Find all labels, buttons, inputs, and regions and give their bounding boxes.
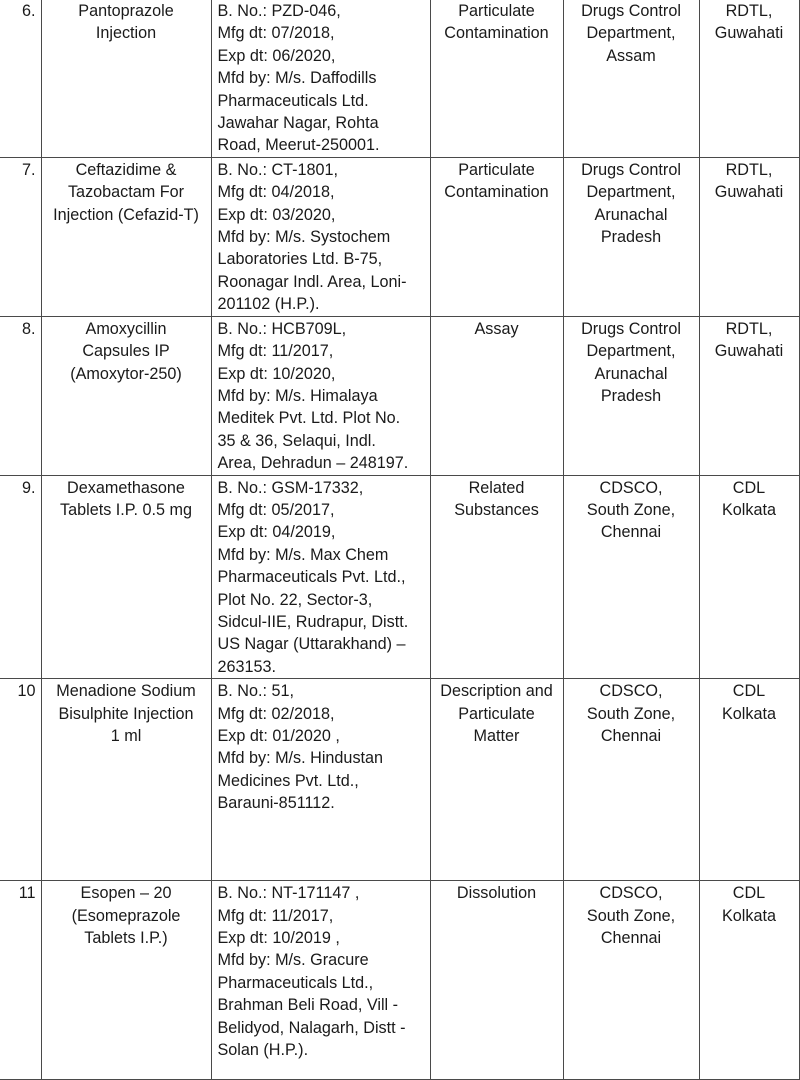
serial-number-cell: [0, 316, 41, 475]
serial-number: 7.: [21, 160, 36, 179]
tested-by-line: Kolkata: [722, 704, 776, 723]
table-row: [0, 0, 799, 157]
batch-details-line: B. No.: GSM-17332,: [217, 478, 364, 497]
failure-reason-line: Particulate: [458, 160, 535, 179]
batch-details-line: Belidyod, Nalagarh, Distt -: [217, 1018, 406, 1037]
batch-details-line: 35 & 36, Selaqui, Indl.: [217, 431, 376, 450]
batch-details-line: Brahman Beli Road, Vill -: [217, 996, 399, 1015]
drawn-by-line: Department,: [586, 183, 676, 202]
batch-details-line: 201102 (H.P.).: [217, 295, 320, 314]
batch-details-line: Laboratories Ltd. B-75,: [217, 250, 383, 269]
drug-name-cell: [41, 881, 211, 1080]
tested-by-cell: [699, 679, 799, 881]
batch-details-line: Mfd by: M/s. Hindustan: [217, 749, 384, 768]
batch-details-line: B. No.: NT-171147 ,: [217, 884, 360, 903]
drawn-by-line: Arunachal: [594, 205, 668, 224]
drug-name-line: Tablets I.P. 0.5 mg: [60, 500, 192, 519]
failure-reason-cell: [430, 157, 563, 316]
drawn-by-line: Department,: [586, 342, 676, 361]
batch-details-line: B. No.: 51,: [217, 682, 294, 701]
batch-details-cell: [211, 0, 430, 157]
batch-details-line: Plot No. 22, Sector-3,: [217, 590, 373, 609]
batch-details-cell: [211, 881, 430, 1080]
drawn-by-line: CDSCO,: [599, 478, 663, 497]
drawn-by-line: Drugs Control: [581, 2, 681, 20]
drug-name-cell: [41, 0, 211, 157]
drawn-by-line: Assam: [606, 46, 656, 65]
batch-details-line: Exp dt: 03/2020,: [217, 205, 336, 224]
tested-by-line: CDL: [732, 478, 766, 497]
serial-number: 9.: [21, 478, 36, 497]
tested-by-line: CDL: [732, 884, 766, 903]
table-row: [0, 316, 799, 475]
drawn-by-line: South Zone,: [586, 500, 676, 519]
batch-details-line: Exp dt: 10/2019 ,: [217, 929, 340, 947]
tested-by-cell: [699, 881, 799, 1080]
drug-name-line: Capsules IP: [82, 342, 170, 361]
failure-reason-line: Particulate: [458, 704, 535, 723]
batch-details-line: Roonagar Indl. Area, Loni-: [217, 272, 407, 291]
drug-name-cell: [41, 316, 211, 475]
drawn-by-cell: [563, 475, 699, 679]
failure-reason-cell: [430, 316, 563, 475]
tested-by-cell: [699, 0, 799, 157]
table-row: [0, 881, 799, 1080]
tested-by-line: Kolkata: [722, 906, 776, 925]
batch-details-cell: [211, 679, 430, 881]
batch-details-line: B. No.: HCB709L,: [217, 319, 347, 338]
serial-number: 11: [18, 884, 36, 903]
failure-reason-cell: [430, 881, 563, 1080]
drug-name-cell: [41, 475, 211, 679]
batch-details-line: Medicines Pvt. Ltd.,: [217, 771, 359, 790]
batch-details-line: Mfg dt: 11/2017,: [217, 342, 334, 361]
drawn-by-line: Chennai: [600, 523, 662, 542]
drug-name-line: Injection: [95, 24, 157, 43]
drawn-by-cell: [563, 0, 699, 157]
batch-details-line: Solan (H.P.).: [217, 1041, 309, 1060]
batch-details-line: Mfd by: M/s. Max Chem: [217, 545, 389, 564]
drug-name-line: (Esomeprazole: [71, 906, 181, 925]
failure-reason-line: Contamination: [444, 24, 549, 43]
drawn-by-cell: [563, 316, 699, 475]
failure-reason-line: Description and: [440, 682, 553, 701]
drug-name-line: (Amoxytor-250): [70, 364, 182, 383]
drug-name-line: Injection (Cefazid-T): [53, 205, 199, 224]
batch-details-line: Mfg dt: 04/2018,: [217, 183, 335, 202]
batch-details-line: Exp dt: 01/2020 ,: [217, 727, 340, 745]
drug-name-line: Ceftazidime &: [75, 160, 177, 179]
failure-reason-cell: [430, 475, 563, 679]
drug-name-line: 1 ml: [110, 727, 142, 745]
tested-by-line: Guwahati: [714, 183, 784, 202]
drawn-by-line: CDSCO,: [599, 682, 663, 701]
drawn-by-line: Drugs Control: [581, 160, 681, 179]
tested-by-cell: [699, 475, 799, 679]
drawn-by-line: CDSCO,: [599, 884, 663, 903]
serial-number-cell: [0, 881, 41, 1080]
serial-number-cell: [0, 157, 41, 316]
batch-details-line: Mfd by: M/s. Daffodills: [217, 69, 377, 88]
batch-details-line: Exp dt: 04/2019,: [217, 523, 336, 542]
failure-reason-line: Particulate: [458, 2, 535, 20]
tested-by-cell: [699, 157, 799, 316]
failure-reason-line: Contamination: [444, 183, 549, 202]
serial-number-cell: [0, 475, 41, 679]
drawn-by-line: Chennai: [600, 929, 662, 947]
failure-reason-line: Substances: [454, 500, 539, 519]
batch-details-cell: [211, 157, 430, 316]
batch-details-line: Area, Dehradun – 248197.: [217, 454, 409, 473]
batch-details-line: B. No.: CT-1801,: [217, 160, 339, 179]
batch-details-line: Mfg dt: 07/2018,: [217, 24, 335, 43]
table-row: [0, 679, 799, 881]
failure-reason-line: Assay: [474, 319, 519, 338]
tested-by-line: RDTL,: [725, 160, 773, 179]
drug-name-line: Tablets I.P.): [84, 929, 168, 947]
batch-details-line: Road, Meerut-250001.: [217, 136, 380, 155]
failure-reason-cell: [430, 679, 563, 881]
failure-reason-line: Matter: [473, 727, 520, 745]
tested-by-line: RDTL,: [725, 319, 773, 338]
batch-details-line: Mfg dt: 02/2018,: [217, 704, 335, 723]
drug-name-cell: [41, 679, 211, 881]
batch-details-line: Pharmaceuticals Ltd.,: [217, 973, 374, 992]
drug-name-line: Amoxycillin: [85, 319, 167, 338]
drawn-by-cell: [563, 881, 699, 1080]
batch-details-line: Mfg dt: 05/2017,: [217, 500, 335, 519]
drug-name-line: Menadione Sodium: [56, 682, 196, 701]
table-row: [0, 157, 799, 316]
drawn-by-line: Pradesh: [600, 386, 662, 405]
tested-by-cell: [699, 316, 799, 475]
batch-details-line: Barauni-851112.: [217, 794, 335, 813]
tested-by-line: Guwahati: [714, 24, 784, 43]
drawn-by-line: South Zone,: [586, 704, 676, 723]
serial-number-cell: [0, 0, 41, 157]
batch-details-line: Exp dt: 10/2020,: [217, 364, 336, 383]
batch-details-line: US Nagar (Uttarakhand) –: [217, 635, 406, 654]
batch-details-line: 263153.: [217, 657, 277, 676]
batch-details-line: Mfd by: M/s. Systochem: [217, 228, 391, 247]
drawn-by-cell: [563, 679, 699, 881]
tested-by-line: CDL: [732, 682, 766, 701]
batch-details-line: Mfd by: M/s. Gracure: [217, 951, 369, 970]
drawn-by-line: Arunachal: [594, 364, 668, 383]
drug-name-cell: [41, 157, 211, 316]
batch-details-line: Jawahar Nagar, Rohta: [217, 114, 379, 133]
batch-details-line: Sidcul-IIE, Rudrapur, Distt.: [217, 612, 409, 631]
drug-name-line: Tazobactam For: [67, 183, 185, 202]
drug-name-line: Dexamethasone: [67, 478, 185, 497]
drawn-by-line: Chennai: [600, 727, 662, 745]
batch-details-line: Mfg dt: 11/2017,: [217, 906, 334, 925]
batch-details-line: Pharmaceuticals Pvt. Ltd.,: [217, 568, 406, 587]
batch-details-cell: [211, 475, 430, 679]
tested-by-line: RDTL,: [725, 2, 773, 20]
serial-number: 6.: [21, 2, 36, 20]
table-row: [0, 475, 799, 679]
drug-name-line: Bisulphite Injection: [58, 704, 194, 723]
tested-by-line: Kolkata: [722, 500, 776, 519]
serial-number: 10: [17, 682, 36, 701]
failure-reason-line: Related: [468, 478, 525, 497]
drug-name-line: Pantoprazole: [78, 2, 174, 20]
serial-number: 8.: [21, 319, 36, 338]
failure-reason-cell: [430, 0, 563, 157]
drawn-by-line: Pradesh: [600, 228, 662, 247]
batch-details-line: Meditek Pvt. Ltd. Plot No.: [217, 409, 401, 428]
batch-details-cell: [211, 316, 430, 475]
serial-number-cell: [0, 679, 41, 881]
drawn-by-line: South Zone,: [586, 906, 676, 925]
drawn-by-line: Department,: [586, 24, 676, 43]
drug-name-line: Esopen – 20: [80, 884, 172, 903]
batch-details-line: Mfd by: M/s. Himalaya: [217, 386, 378, 405]
drawn-by-line: Drugs Control: [581, 319, 681, 338]
batch-details-line: B. No.: PZD-046,: [217, 2, 341, 20]
batch-details-line: Pharmaceuticals Ltd.: [217, 91, 369, 110]
drawn-by-cell: [563, 157, 699, 316]
batch-details-line: Exp dt: 06/2020,: [217, 46, 336, 65]
failure-reason-line: Dissolution: [456, 884, 537, 903]
tested-by-line: Guwahati: [714, 342, 784, 361]
